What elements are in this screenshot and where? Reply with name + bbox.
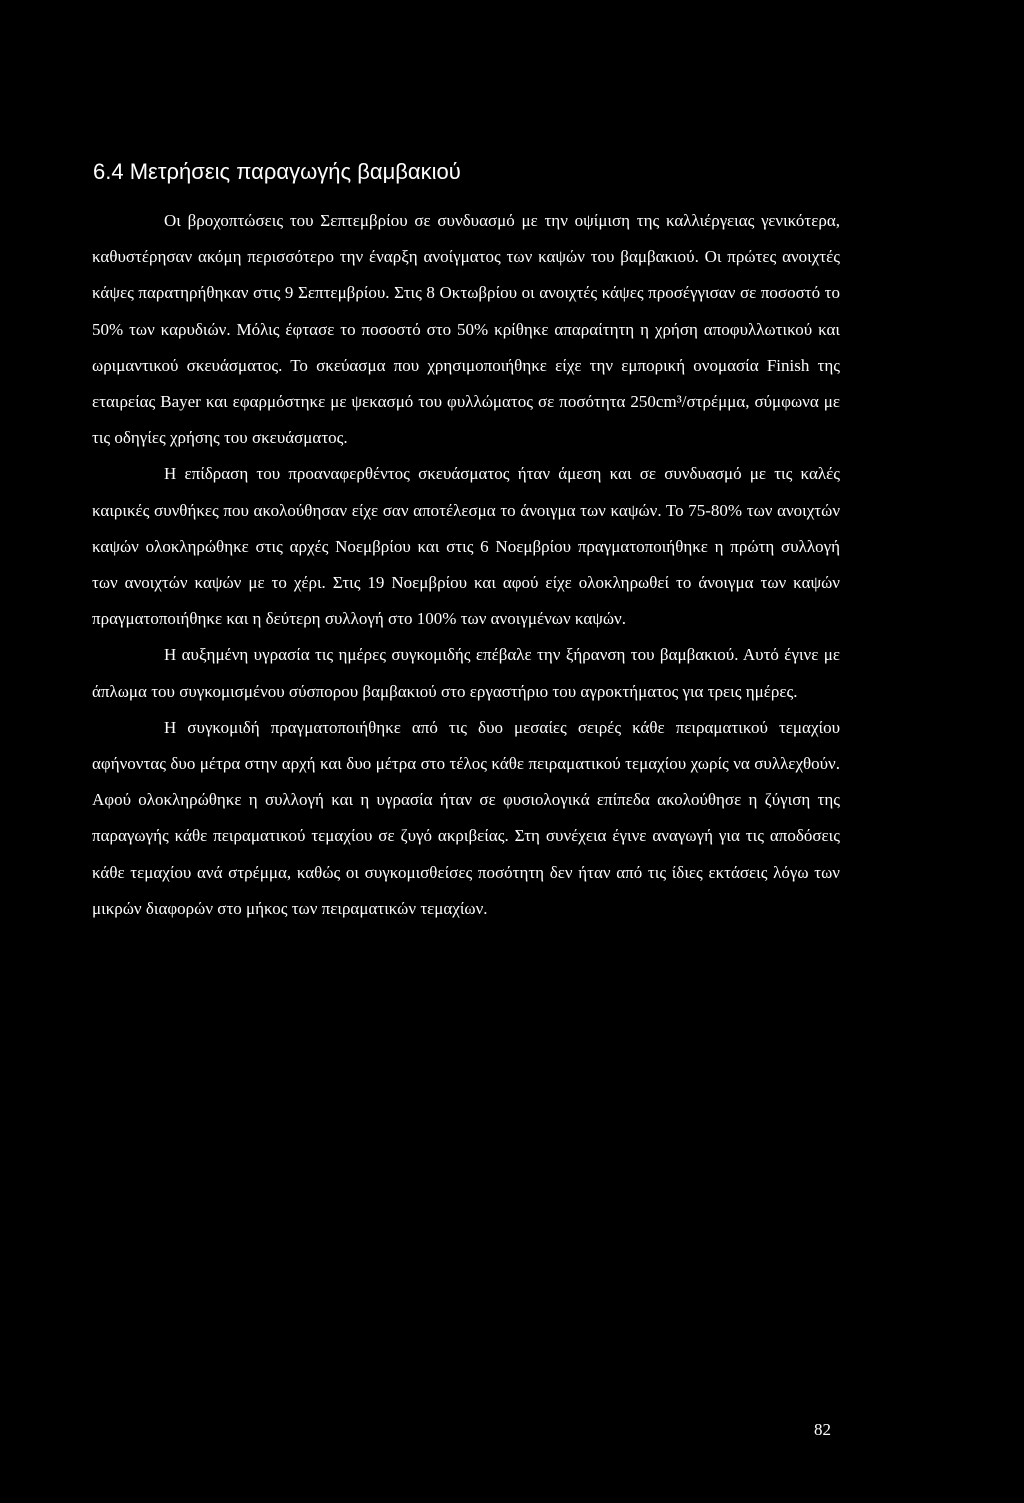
body-text <box>92 203 840 927</box>
page-number: 82 <box>814 1420 831 1439</box>
paragraph-drying: Η αυξημένη υγρασία τις ημέρες συγκομιδής επέβαλε την ξήρανση του βαμβακιού. Αυτό έγινε με άπλωμα του συγκομισμένου σύσπορου βαμβακιού στο εργαστήριο του αγροκτήματος για τρεις ημέρες. <box>92 645 840 701</box>
paragraph-boll-opening: Οι βροχοπτώσεις του Σεπτεμβρίου σε συνδυασμό με την οψίμιση της καλλιέργειας γενικότερα, καθυστέρησαν ακόμη περισσότερο την έναρξη ανοίγματος των καψών του βαμβακιού. Οι πρώτες ανοιχτές κάψες παρατηρήθηκαν στις 9 Σεπτεμβρίου. Στις 8 Οκτωβρίου οι ανοιχτές κάψες προσέγγισαν σε ποσοστό το 50% των καρυδιών. Μόλις έφτασε το ποσοστό στο 50% κρίθηκε απαραίτητη η χρήση αποφυλλωτικού και ωριμαντικού σκευάσματος. Το σκεύασμα που χρησιμοποιήθηκε είχε την εμπορική ονομασία Finish της εταιρείας Bayer και εφαρμόστηκε με ψεκασμό του φυλλώματος σε ποσότητα 250cm³/στρέμμα, σύμφωνα με τις οδηγίες χρήσης του σκευάσματος. <box>92 211 840 448</box>
section-heading: 6.4 Μετρήσεις παραγωγής βαμβακιού <box>93 159 461 184</box>
paragraph-harvest-dates: Η επίδραση του προαναφερθέντος σκευάσματος ήταν άμεση και σε συνδυασμό με τις καλές καιρικές συνθήκες που ακολούθησαν είχε σαν αποτέλεσμα το άνοιγμα των καψών. Το 75-80% των ανοιχτών καψών ολοκληρώθηκε στις αρχές Νοεμβρίου και στις 6 Νοεμβρίου πραγματοποιήθηκε η πρώτη συλλογή των ανοιχτών καψών με το χέρι. Στις 19 Νοεμβρίου και αφού είχε ολοκληρωθεί το άνοιγμα των καψών πραγματοποιήθηκε και η δεύτερη συλλογή στο 100% των ανοιγμένων καψών. <box>92 464 840 629</box>
paragraph-harvest-method: Η συγκομιδή πραγματοποιήθηκε από τις δυο μεσαίες σειρές κάθε πειραματικού τεμαχίου αφήνοντας δυο μέτρα στην αρχή και δυο μέτρα στο τέλος κάθε πειραματικού τεμαχίου χωρίς να συλλεχθούν. Αφού ολοκληρώθηκε η συλλογή και η υγρασία ήταν σε φυσιολογικά επίπεδα ακολούθησε η ζύγιση της παραγωγής κάθε πειραματικού τεμαχίου σε ζυγό ακριβείας. Στη συνέχεια έγινε αναγωγή για τις αποδόσεις κάθε τεμαχίου ανά στρέμμα, καθώς οι συγκομισθείσες ποσότητη δεν ήταν από τις ίδιες εκτάσεις λόγω των μικρών διαφορών στο μήκος των πειραματικών τεμαχίων. <box>92 717 840 918</box>
